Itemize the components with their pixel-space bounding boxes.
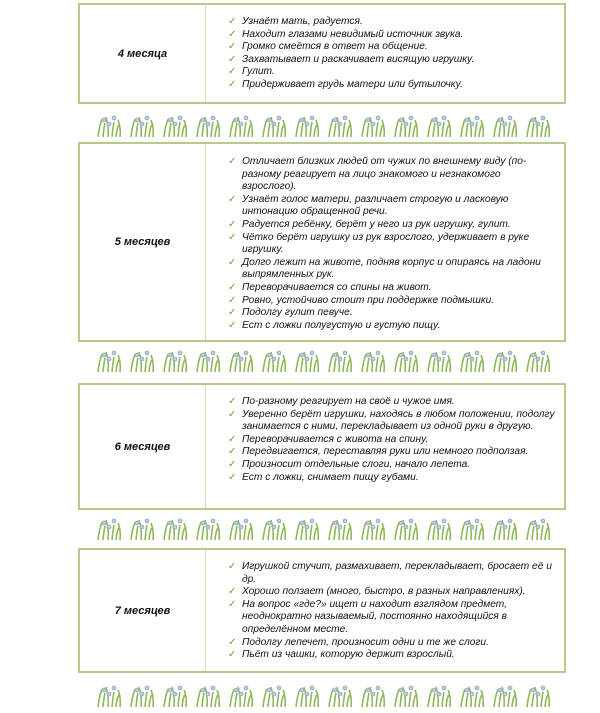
age-label: 4 месяца (80, 5, 206, 102)
flower-motif-icon (494, 351, 516, 372)
flower-motif-icon (329, 351, 351, 372)
flower-motif-icon (296, 351, 318, 372)
flower-motif-icon (263, 351, 285, 372)
flower-motif-icon (527, 686, 549, 707)
flower-motif-icon (98, 686, 120, 707)
flower-motif-icon (230, 686, 252, 707)
flower-motif-icon (230, 351, 252, 372)
flower-motif-icon (197, 519, 219, 540)
flower-motif-icon (494, 686, 516, 707)
flower-divider (88, 683, 554, 707)
flower-motif-icon (527, 519, 549, 540)
flower-motif-icon (131, 116, 153, 137)
flower-motif-icon (428, 686, 450, 707)
milestone-item: ✓ Подолгу лепечет, произносит одни и те же слоги. (228, 637, 556, 650)
milestone-item: ✓ Ест с ложки полугустую и густую пищу. (228, 320, 556, 333)
milestone-list (206, 550, 564, 671)
milestone-item: ✓ Уверенно берёт игрушки, находясь в любом положении, подолгу занимается с ними, перекладывает из одной руки в другую. (228, 409, 556, 434)
flower-grass-border-icon (88, 516, 554, 540)
age-label: 7 месяцев (80, 550, 206, 671)
flower-motif-icon (329, 686, 351, 707)
age-block-5 (78, 142, 566, 342)
flower-motif-icon (428, 116, 450, 137)
milestone-item: ✓ Подолгу гулит певуче. (228, 307, 556, 320)
milestone-item: ✓ Произносит отдельные слоги, начало лепета. (228, 459, 556, 472)
milestone-list (206, 385, 564, 508)
milestone-item: ✓ Отличает близких людей от чужих по внешнему виду (по-разному реагирует на лицо знакомого и незнакомого взрослого). (228, 156, 556, 194)
flower-motif-icon (428, 519, 450, 540)
flower-motif-icon (494, 519, 516, 540)
milestone-item: ✓ Переворачивается со спины на живот. (228, 282, 556, 295)
flower-motif-icon (164, 116, 186, 137)
flower-motif-icon (230, 116, 252, 137)
flower-motif-icon (131, 519, 153, 540)
flower-motif-icon (131, 686, 153, 707)
flower-divider (88, 348, 554, 372)
milestone-item: ✓ Игрушкой стучит, размахивает, перекладывает, бросает её и др. (228, 561, 556, 586)
milestone-item: ✓ Долго лежит на животе, подняв корпус и опираясь на ладони выпрямленных рук. (228, 257, 556, 282)
age-block-7 (78, 548, 566, 673)
flower-motif-icon (263, 686, 285, 707)
milestone-item: ✓ Узнаёт голос матери, различает строгую и ласковую интонацию обращенной речи. (228, 194, 556, 219)
flower-motif-icon (296, 116, 318, 137)
flower-motif-icon (164, 686, 186, 707)
flower-motif-icon (461, 351, 483, 372)
flower-motif-icon (230, 519, 252, 540)
flower-motif-icon (461, 686, 483, 707)
flower-motif-icon (263, 519, 285, 540)
flower-motif-icon (527, 116, 549, 137)
flower-motif-icon (131, 351, 153, 372)
flower-motif-icon (263, 116, 285, 137)
flower-motif-icon (329, 519, 351, 540)
flower-motif-icon (362, 351, 384, 372)
flower-motif-icon (362, 686, 384, 707)
age-label: 5 месяцев (80, 144, 206, 340)
flower-motif-icon (329, 116, 351, 137)
milestone-item: ✓ Пьёт из чашки, которую держит взрослый. (228, 649, 556, 662)
flower-grass-border-icon (88, 348, 554, 372)
flower-grass-border-icon (88, 683, 554, 707)
milestone-item: ✓ Чётко берёт игрушку из рук взрослого, удерживает в руке игрушку. (228, 232, 556, 257)
flower-motif-icon (527, 351, 549, 372)
flower-motif-icon (395, 519, 417, 540)
flower-motif-icon (461, 519, 483, 540)
flower-motif-icon (98, 351, 120, 372)
flower-motif-icon (494, 116, 516, 137)
flower-motif-icon (197, 116, 219, 137)
milestone-item: ✓ Радуется ребёнку, берёт у него из рук игрушку, гулит. (228, 219, 556, 232)
milestone-list (206, 5, 564, 102)
milestone-item: ✓ Хорошо ползает (много, быстро, в разных направлениях). (228, 586, 556, 599)
milestone-list (206, 144, 564, 340)
milestone-item: ✓ Передвигается, переставляя руки или немного подползая. (228, 446, 556, 459)
milestone-item: ✓ Громко смеётся в ответ на общение. (228, 41, 556, 54)
flower-motif-icon (197, 351, 219, 372)
milestone-item: ✓ Узнаёт мать, радуется. (228, 16, 556, 29)
milestone-item: ✓ Ровно, устойчиво стоит при поддержке подмышки. (228, 295, 556, 308)
flower-motif-icon (296, 686, 318, 707)
flower-motif-icon (395, 116, 417, 137)
flower-motif-icon (395, 686, 417, 707)
flower-divider (88, 113, 554, 137)
flower-motif-icon (197, 686, 219, 707)
flower-divider (88, 516, 554, 540)
flower-motif-icon (98, 519, 120, 540)
age-label: 6 месяцев (80, 385, 206, 508)
flower-motif-icon (164, 351, 186, 372)
flower-motif-icon (362, 519, 384, 540)
age-block-6 (78, 383, 566, 510)
milestone-item: ✓ По-разному реагирует на своё и чужое имя. (228, 396, 556, 409)
milestone-item: ✓ На вопрос «где?» ищет и находит взглядом предмет, неоднократно называемый, постоянно находящийся в определённом месте. (228, 599, 556, 637)
milestone-item: ✓ Переворачивается с живота на спину. (228, 434, 556, 447)
milestone-item: ✓ Ест с ложки, снимает пищу губами. (228, 472, 556, 485)
flower-motif-icon (461, 116, 483, 137)
flower-motif-icon (164, 519, 186, 540)
milestone-item: ✓ Захватывает и раскачивает висящую игрушку. (228, 54, 556, 67)
flower-motif-icon (395, 351, 417, 372)
milestone-item: ✓ Придерживает грудь матери или бутылочку. (228, 79, 556, 92)
age-block-4 (78, 3, 566, 104)
flower-motif-icon (362, 116, 384, 137)
flower-motif-icon (296, 519, 318, 540)
flower-motif-icon (428, 351, 450, 372)
milestone-item: ✓ Гулит. (228, 66, 556, 79)
flower-grass-border-icon (88, 113, 554, 137)
flower-motif-icon (98, 116, 120, 137)
milestone-item: ✓ Находит глазами невидимый источник звука. (228, 29, 556, 42)
